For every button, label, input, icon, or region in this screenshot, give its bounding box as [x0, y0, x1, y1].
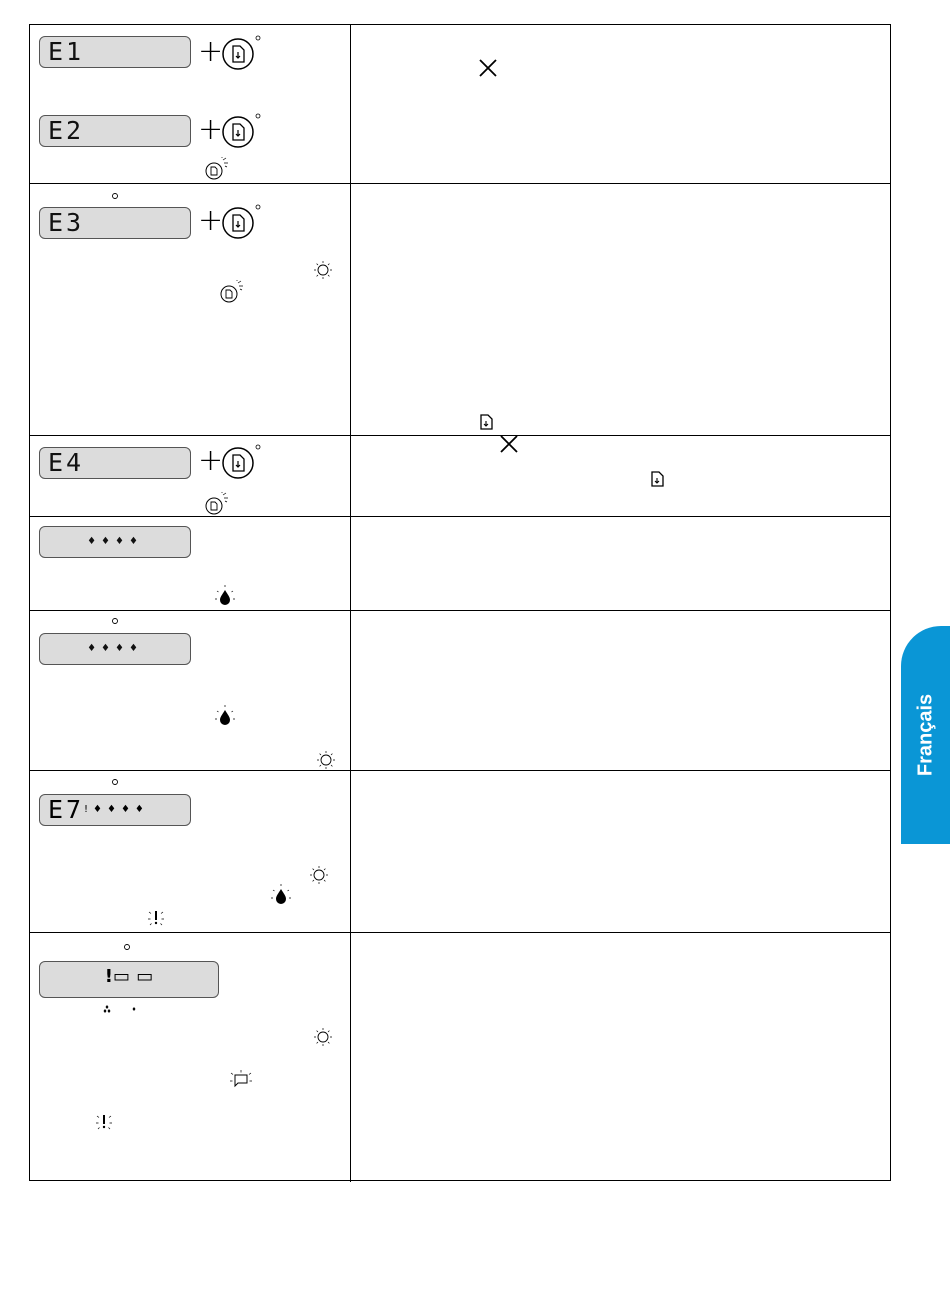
- table-row: [30, 436, 890, 517]
- ink-level-drops: ♦♦♦♦: [87, 536, 143, 547]
- resume-button-icon: [221, 204, 261, 240]
- error-code: E1: [48, 37, 85, 66]
- resume-icon: [479, 413, 495, 431]
- indicator-dot-icon: [111, 778, 119, 786]
- resume-light-blinking-icon: [219, 280, 245, 304]
- table-row: [30, 25, 890, 184]
- close-x-icon: [478, 58, 498, 78]
- plus-sign: +: [198, 203, 224, 238]
- error-code: E3: [48, 208, 85, 237]
- plus-sign: +: [198, 34, 224, 69]
- paper-feed-marker-icon: [103, 1004, 139, 1014]
- paper-error-indicator: !▭ ▭: [104, 966, 154, 987]
- error-code: E4: [48, 448, 85, 477]
- table-row: [30, 611, 890, 771]
- control-panel-display: [39, 207, 191, 239]
- indicator-dot-icon: [111, 192, 119, 200]
- table-row: [30, 771, 890, 933]
- ink-alert-blinking-icon: [214, 585, 236, 607]
- error-alert-blinking-icon: [147, 907, 165, 927]
- control-panel-display: [39, 36, 191, 68]
- error-alert-blinking-icon: [95, 1111, 113, 1131]
- resume-button-icon: [221, 113, 261, 149]
- attention-light-blinking-icon: [313, 260, 333, 280]
- indicator-dot-icon: [111, 617, 119, 625]
- table-row: [30, 184, 890, 436]
- indicator-dot-icon: [123, 943, 131, 951]
- resume-light-blinking-icon: [204, 157, 230, 181]
- error-code: E7: [48, 795, 85, 824]
- language-tab-label: Français: [914, 693, 936, 777]
- control-panel-display: [39, 961, 219, 998]
- resume-button-icon: [221, 444, 261, 480]
- control-panel-display: [39, 794, 191, 826]
- ink-level-drops: !♦♦♦♦: [84, 804, 149, 815]
- ink-level-drops: ♦♦♦♦: [87, 643, 143, 654]
- ink-alert-blinking-icon: [214, 705, 236, 727]
- attention-light-blinking-icon: [313, 1027, 333, 1047]
- attention-light-blinking-icon: [316, 750, 336, 770]
- language-tab: [901, 626, 950, 844]
- plus-sign: +: [198, 443, 224, 478]
- resume-icon: [650, 470, 666, 488]
- table-row: [30, 933, 890, 1182]
- ink-alert-blinking-icon: [270, 884, 292, 906]
- table-row: [30, 517, 890, 611]
- resume-light-blinking-icon: [204, 492, 230, 516]
- control-panel-display: [39, 633, 191, 665]
- paper-light-blinking-icon: [229, 1070, 253, 1090]
- troubleshooting-table: [29, 24, 891, 1181]
- control-panel-display: [39, 115, 191, 147]
- resume-button-icon: [221, 35, 261, 71]
- error-code: E2: [48, 116, 85, 145]
- control-panel-display: [39, 526, 191, 558]
- attention-light-blinking-icon: [309, 865, 329, 885]
- control-panel-display: [39, 447, 191, 479]
- plus-sign: +: [198, 112, 224, 147]
